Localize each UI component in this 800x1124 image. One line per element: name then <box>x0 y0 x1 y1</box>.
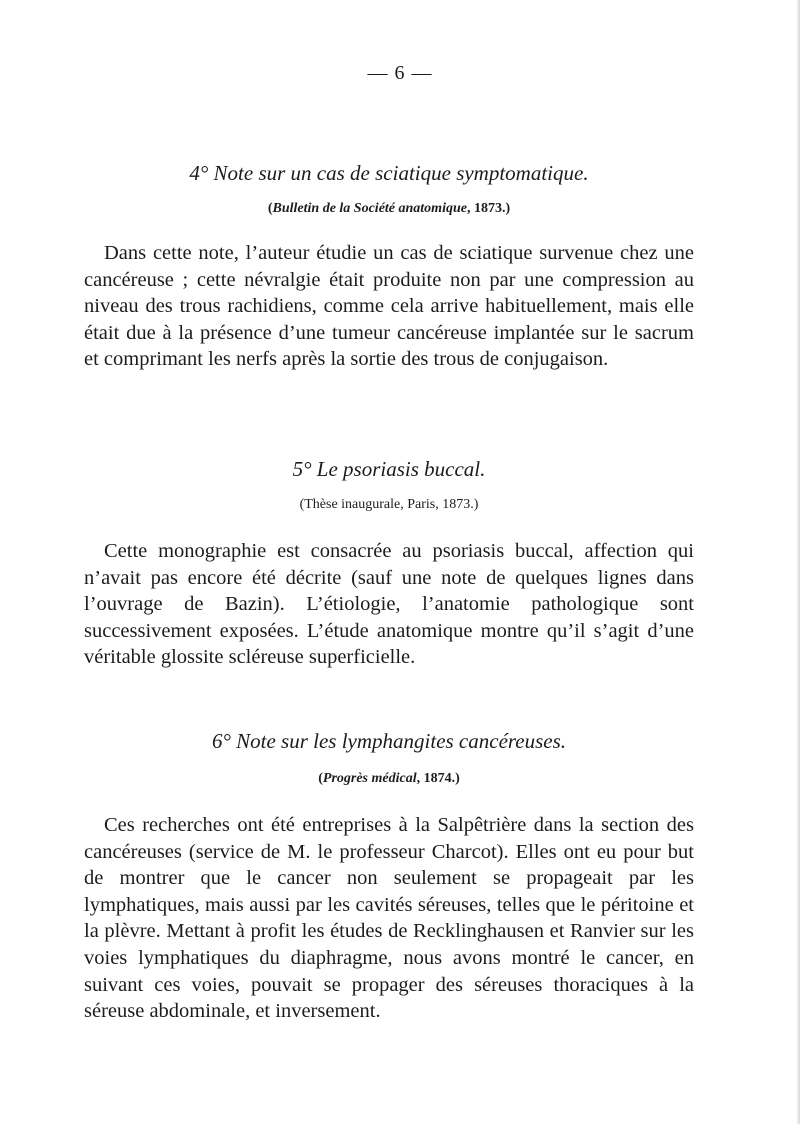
section-source <box>84 496 694 514</box>
section-body: Cette monographie est consacrée au psoriasis buccal, affection qui n’avait pas encore été décrite (sauf une note de quelques lignes dans l’ouvrage de Bazin). L’étiologie, l’anatomie pathologique sont successivement exposées. L’étude anatomique montre qu’il s’agit d’une véritable glossite scléreuse superficielle. <box>84 540 694 669</box>
source-title: Bulletin de la Société anatomique <box>272 201 467 216</box>
source-prefix: ( <box>267 201 273 216</box>
source-suffix: , 1873.) <box>435 497 479 512</box>
source-title: Thèse inaugurale, Paris <box>304 497 436 512</box>
page-number: — 6 — <box>367 62 433 84</box>
section-source <box>84 770 694 788</box>
section-title: 5° Le psoriasis buccal. <box>292 457 486 481</box>
source-prefix: ( <box>318 771 323 786</box>
source-suffix: , 1873.) <box>466 201 511 216</box>
source-title: Progrès médical <box>322 771 417 786</box>
section-title: 6° Note sur les lymphangites cancéreuses. <box>211 729 567 753</box>
section-source <box>84 200 694 218</box>
section-body: Dans cette note, l’auteur étudie un cas de sciatique survenue chez une cancéreuse ; cette névralgie était produite non par une compression au niveau des trous rachidiens, comme cela arrive habituellement, mais elle était due à la présence d’une tumeur cancéreuse implantée sur le sacrum et comprimant les nerfs après la sortie des trous de conjugaison. <box>84 242 694 371</box>
section-body: Ces recherches ont été entreprises à la Salpêtrière dans la section des cancéreuses (service de M. le professeur Charcot). Elles ont eu pour but de montrer que le cancer non seulement se propageait par les lymphatiques, mais aussi par les cavités séreuses, telles que le péritoine et la plèvre. Mettant à profit les études de Recklinghausen et Ranvier sur les voies lymphatiques du diaphragme, nous avons montré le cancer, en suivant ces voies, pouvait se propager des séreuses thoraciques à la séreuse abdominale, et inversement. <box>84 814 694 1023</box>
section-lymphangites <box>84 728 694 1025</box>
section-title: 4° Note sur un cas de sciatique symptomatique. <box>189 161 589 185</box>
source-suffix: , 1874.) <box>416 771 460 786</box>
source-prefix: ( <box>299 497 305 512</box>
section-sciatique <box>84 160 694 373</box>
section-psoriasis <box>84 456 694 671</box>
